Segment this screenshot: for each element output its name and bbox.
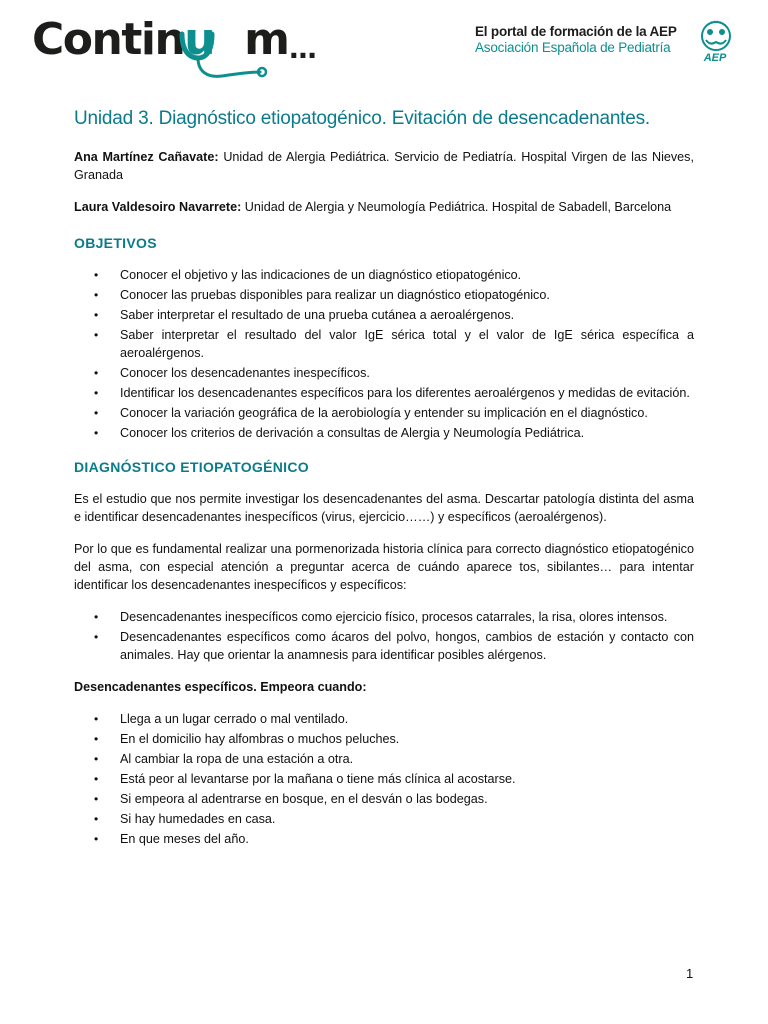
author-1 [74, 148, 694, 184]
bullet: • [94, 712, 99, 726]
list-item [74, 710, 694, 728]
logo-text-end: m [244, 14, 289, 65]
empeora-list [74, 710, 694, 848]
list-item [74, 384, 694, 402]
aep-label: AEP [703, 52, 727, 64]
diagnostico-paragraph-2: Por lo que es fundamental realizar una pormenorizada historia clínica para correcto diagnóstico etiopatogénico del asma, con especial atención a preguntar acerca de cuándo aparece tos, sibilantes… para intentar identificar los desencadenantes inespecíficos y específicos: [74, 542, 694, 592]
list-item [74, 830, 694, 848]
list-item-text: Conocer los criterios de derivación a consultas de Alergia y Neumología Pediátrica. [120, 426, 585, 440]
list-item-text: Saber interpretar el resultado del valor IgE sérica total y el valor de IgE sérica específica a aeroalérgenos. [120, 328, 694, 360]
page-title: Unidad 3. Diagnóstico etiopatogénico. Evitación de desencadenantes. [74, 108, 651, 129]
list-item-text: Desencadenantes específicos como ácaros del polvo, hongos, cambios de estación y contacto con animales. Hay que orientar la anamnesis para identificar posibles alérgenos. [120, 630, 694, 662]
bullet: • [94, 630, 99, 644]
list-item-text: Conocer los desencadenantes inespecíficos. [120, 366, 370, 380]
list-item-text: En el domicilio hay alfombras o muchos peluches. [120, 732, 400, 746]
list-item [74, 628, 694, 664]
bullet: • [94, 406, 99, 420]
list-item [74, 750, 694, 768]
empeora-heading: Desencadenantes específicos. Empeora cuando: [74, 680, 367, 694]
list-item [74, 364, 694, 382]
list-item-text: Llega a un lugar cerrado o mal ventilado. [120, 712, 349, 726]
author-2-affiliation: Unidad de Alergia y Neumología Pediátrica. Hospital de Sabadell, Barcelona [241, 200, 672, 214]
list-item [74, 608, 694, 626]
list-item [74, 286, 694, 304]
portal-subtitle: Asociación Española de Pediatría [475, 40, 671, 55]
bullet: • [94, 288, 99, 302]
bullet: • [94, 386, 99, 400]
bullet: • [94, 832, 99, 846]
list-item [74, 266, 694, 284]
page-header [0, 0, 768, 100]
aep-emblem-icon [688, 18, 744, 74]
bullet: • [94, 328, 99, 342]
list-item-text: Identificar los desencadenantes específicos para los diferentes aeroalérgenos y medidas de evitación. [120, 386, 690, 400]
list-item-text: Si hay humedades en casa. [120, 812, 276, 826]
continuum-logo [32, 10, 316, 90]
list-item [74, 770, 694, 788]
page-number: 1 [686, 966, 694, 981]
bullet: • [94, 752, 99, 766]
author-1-affiliation: Unidad de Alergia Pediátrica. Servicio de Pediatría. Hospital Virgen de las Nieves, Granada [74, 150, 694, 182]
logo-dots: ... [288, 32, 316, 65]
list-item [74, 306, 694, 324]
list-item-text: Conocer la variación geográfica de la aerobiología y entender su implicación en el diagnóstico. [120, 406, 648, 420]
list-item [74, 730, 694, 748]
objetivos-heading: OBJETIVOS [74, 235, 157, 251]
desencadenantes-list [74, 608, 694, 664]
bullet: • [94, 366, 99, 380]
list-item-text: Conocer el objetivo y las indicaciones de un diagnóstico etiopatogénico. [120, 268, 522, 282]
author-1-name: Ana Martínez Cañavate: [74, 150, 219, 164]
list-item-text: En que meses del año. [120, 832, 249, 846]
bullet: • [94, 426, 99, 440]
bullet: • [94, 610, 99, 624]
objetivos-list [74, 266, 694, 442]
bullet: • [94, 268, 99, 282]
list-item-text: Desencadenantes inespecíficos como ejercicio físico, procesos catarrales, la risa, olores intensos. [120, 610, 668, 624]
logo-text-mid: u [184, 14, 215, 65]
bullet: • [94, 308, 99, 322]
list-item-text: Si empeora al adentrarse en bosque, en el desván o las bodegas. [120, 792, 488, 806]
list-item [74, 326, 694, 362]
list-item [74, 790, 694, 808]
logo-text-start: Contin [32, 14, 185, 65]
list-item [74, 424, 694, 442]
author-2 [74, 198, 694, 216]
list-item-text: Conocer las pruebas disponibles para realizar un diagnóstico etiopatogénico. [120, 288, 550, 302]
list-item-text: Al cambiar la ropa de una estación a otra. [120, 752, 354, 766]
bullet: • [94, 792, 99, 806]
bullet: • [94, 772, 99, 786]
stethoscope-icon [32, 10, 282, 90]
bullet: • [94, 732, 99, 746]
document-body [74, 108, 694, 860]
portal-title: El portal de formación de la AEP [475, 24, 677, 39]
list-item-text: Está peor al levantarse por la mañana o tiene más clínica al acostarse. [120, 772, 516, 786]
list-item [74, 404, 694, 422]
diagnostico-heading: DIAGNÓSTICO ETIOPATOGÉNICO [74, 459, 309, 475]
bullet: • [94, 812, 99, 826]
list-item-text: Saber interpretar el resultado de una prueba cutánea a aeroalérgenos. [120, 308, 515, 322]
portal-caption [475, 24, 677, 55]
diagnostico-paragraph-1: Es el estudio que nos permite investigar los desencadenantes del asma. Descartar patología distinta del asma e identificar desencadenantes inespecíficos (virus, ejercicio……) y específicos (aeroalérgenos). [74, 492, 694, 524]
list-item [74, 810, 694, 828]
author-2-name: Laura Valdesoiro Navarrete: [74, 200, 242, 214]
